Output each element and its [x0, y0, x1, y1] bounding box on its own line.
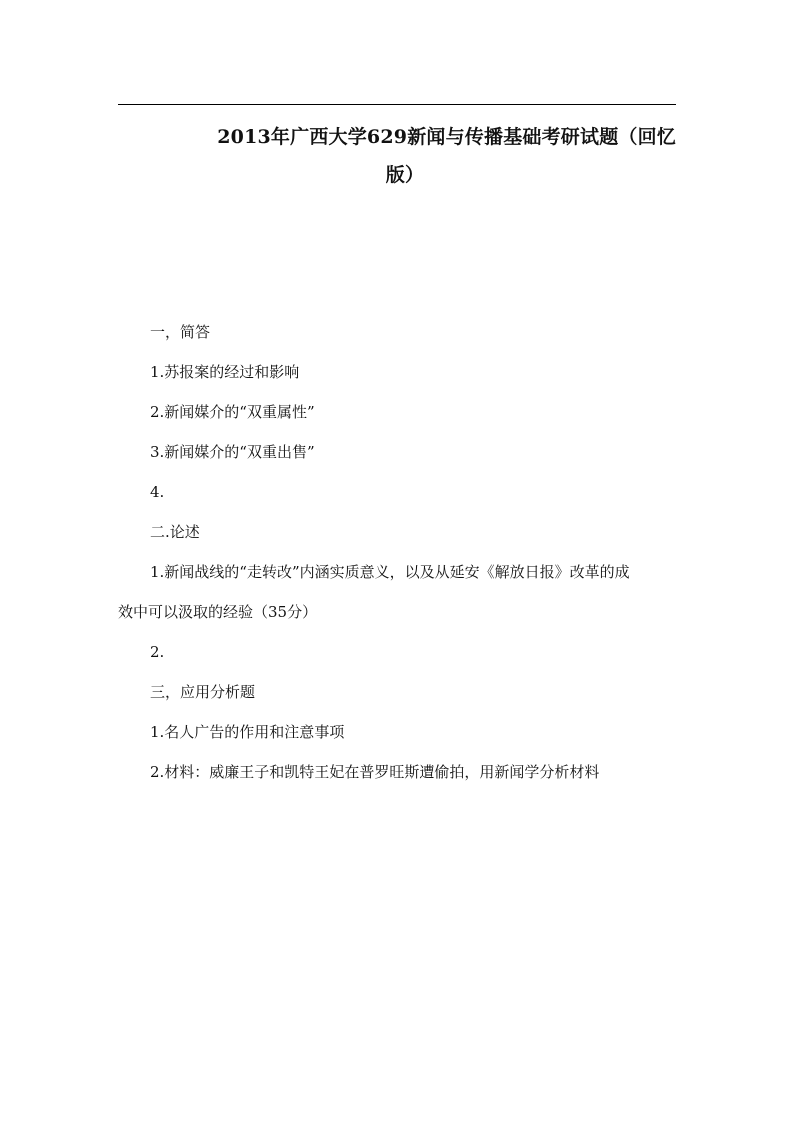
question-3-1: 1.名人广告的作用和注意事项 [150, 723, 345, 741]
section-heading-application: 三，应用分析题 [150, 683, 256, 701]
question-2-2: 2. [150, 643, 165, 661]
question-1-1: 1.苏报案的经过和影响 [150, 363, 300, 381]
section-heading-short-answer: 一，简答 [150, 323, 211, 341]
question-1-3: 3.新闻媒介的“双重出售” [150, 443, 315, 461]
top-rule [118, 104, 676, 105]
question-1-2: 2.新闻媒介的“双重属性” [150, 403, 315, 421]
question-3-2: 2.材料：威廉王子和凯特王妃在普罗旺斯遭偷拍，用新闻学分析材料 [150, 763, 600, 781]
title-line-2: 版） [385, 164, 425, 186]
section-heading-essay: 二.论述 [150, 523, 200, 541]
question-2-1-line-2: 效中可以汲取的经验（35分） [118, 603, 318, 621]
question-1-4: 4. [150, 483, 165, 501]
title-line-1: 2013年广西大学629新闻与传播基础考研试题（回忆 [217, 126, 676, 148]
document-title [118, 118, 676, 194]
question-2-1-line-1: 1.新闻战线的“走转改”内涵实质意义，以及从延安《解放日报》改革的成 [150, 563, 630, 581]
